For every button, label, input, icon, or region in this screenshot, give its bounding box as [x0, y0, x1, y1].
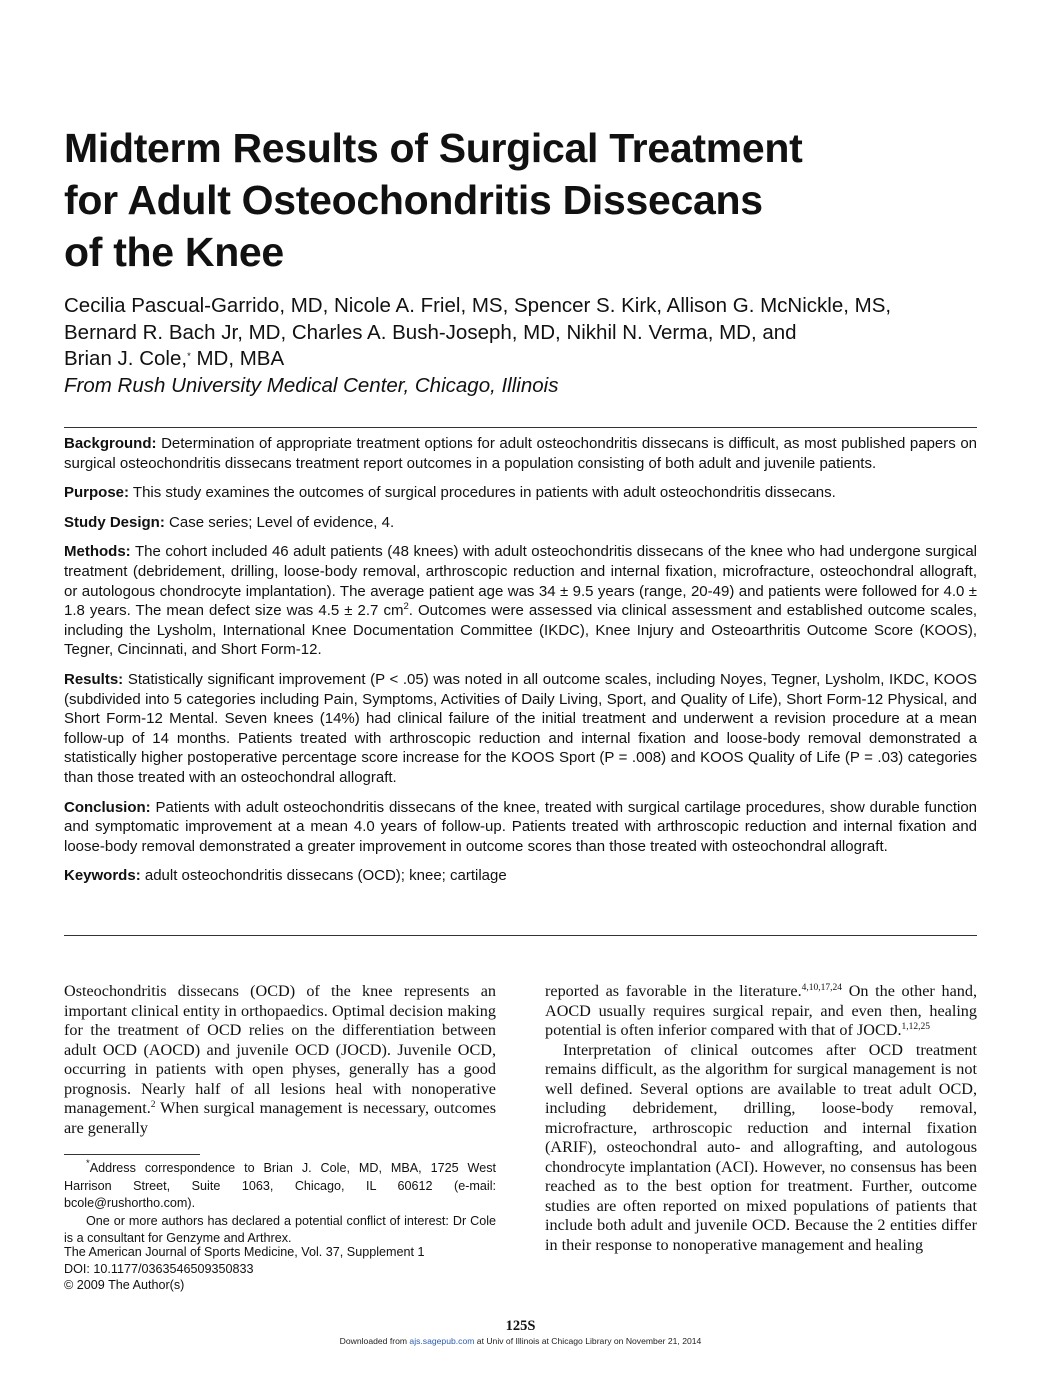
body-column-right: [545, 982, 977, 1255]
abstract-conclusion: Conclusion: Patients with adult osteochondritis dissecans of the knee, treated with surgical cartilage procedures, show durable function and symptomatic improvement at a mean 4.0 years of follow-up. Patients treated with arthroscopic reduction and internal fixation and loose-body removal demonstrated a greater improvement in outcome scores than those treated with osteochondral allograft.: [64, 798, 977, 855]
abstract-study-design: Study Design: Case series; Level of evidence, 4.: [64, 513, 395, 531]
affiliation: From Rush University Medical Center, Chicago, Illinois: [64, 373, 559, 397]
body-column-left: [64, 982, 496, 1138]
section-label: Study Design:: [64, 513, 165, 531]
section-label: Background:: [64, 435, 157, 452]
author-line: Bernard R. Bach Jr, MD, Charles A. Bush-Joseph, MD, Nikhil N. Verma, MD, and: [64, 320, 797, 344]
abstract-methods: Methods: The cohort included 46 adult patients (48 knees) with adult osteochondritis dissecans of the knee who had undergone surgical treatment (debridement, drilling, loose-body removal, arthroscopic reduction and internal fixation, microfracture, osteochondral allograft, or autologous chondrocyte implantation). The average patient age was 34 ± 9.5 years (range, 20-49) and patients were followed for 4.0 ± 1.8 years. The mean defect size was 4.5 ± 2.7 $cm^2$. Outcomes were assessed via clinical assessment and established outcome scales, including the Lysholm, International Knee Documentation Committee (IKDC), Knee Injury and Osteoarthritis Outcome Score (KOOS), Tegner, Cincinnati, and Short Form-12.: [64, 543, 977, 659]
page-number: 125S: [505, 1318, 536, 1334]
download-link[interactable]: ajs.sagepub.com: [409, 1336, 475, 1346]
section-label: Conclusion:: [64, 798, 151, 816]
author-degree: MD, MBA: [190, 347, 285, 370]
abstract-bottom-rule: [64, 935, 977, 936]
title-line: of the Knee: [64, 229, 284, 275]
author-line: [64, 346, 994, 373]
abstract-keywords: Keywords: adult osteochondritis dissecans (OCD); knee; cartilage: [64, 867, 507, 885]
abstract-background: Background: Determination of appropriate treatment options for adult osteochondritis dissecans is difficult, as most published papers on surgical osteochondritis dissecans treatment report outcomes in a population consisting of both adult and juvenile patients.: [64, 435, 978, 472]
body-paragraph: reported as favorable in the literature.$^{4,10,17,24}$ On the other hand, AOCD usually requires surgical repair, and even then, healing potential is often inferior compared with that of JOCD.$^{1,12,25}$: [545, 982, 977, 1039]
journal-citation: The American Journal of Sports Medicine, Vol. 37, Supplement 1: [64, 1245, 425, 1259]
journal-copyright: © 2009 The Author(s): [64, 1278, 185, 1292]
author-block: [64, 293, 994, 399]
author-line: Cecilia Pascual-Garrido, MD, Nicole A. Friel, MS, Spencer S. Kirk, Allison G. McNickle, MS,: [64, 294, 892, 317]
abstract-results: Results: Statistically significant improvement (P < .05) was noted in all outcome scales, including Noyes, Tegner, Lysholm, IKDC, KOOS (subdivided into 5 categories including Pain, Symptoms, Activities of Daily Living, Sport, and Quality of Life), Short Form-12 Physical, and Short Form-12 Mental. Seven knees (14%) had clinical failure of the initial treatment and underwent a revision procedure at a mean follow-up of 14 months. Patients treated with arthroscopic reduction and internal fixation and loose-body removal demonstrated a statistically higher postoperative percentage score increase for the KOOS Sport (P = .008) and KOOS Quality of Life (P = .03) categories than those treated with an osteochondral allograft.: [64, 670, 978, 786]
footnote-conflict: One or more authors has declared a potential conflict of interest: Dr Cole is a consultant for Genzyme and Arthrex.: [64, 1213, 496, 1245]
article-title: [64, 122, 964, 278]
abstract: [64, 434, 977, 896]
citation: 2: [150, 1100, 156, 1110]
section-label: Purpose:: [64, 484, 130, 502]
footnote-mark: *: [86, 1158, 90, 1169]
footnote: [64, 1160, 496, 1248]
author-name: Brian J. Cole,: [64, 347, 188, 370]
abstract-purpose: Purpose: This study examines the outcomes of surgical procedures in patients with adult osteochondritis dissecans.: [64, 484, 836, 502]
citation: 1,12,25: [901, 1022, 930, 1032]
section-label: Keywords:: [64, 867, 141, 885]
section-label: Methods:: [64, 543, 131, 561]
section-label: Results:: [64, 670, 124, 688]
citation: 4,10,17,24: [801, 983, 843, 993]
title-line: Midterm Results of Surgical Treatment: [64, 125, 803, 171]
footnote-rule: [64, 1154, 200, 1155]
footnote-correspondence: *Address correspondence to Brian J. Cole, MD, MBA, 1725 West Harrison Street, Suite 1063, Chicago, IL 60612 (e-mail: bcole@rushortho.com).: [64, 1158, 496, 1210]
journal-info: [64, 1244, 496, 1294]
body-paragraph: Osteochondritis dissecans (OCD) of the knee represents an important clinical entity in orthopaedics. Optimal decision making for the treatment of OCD relies on the differentiation between adult OCD (AOCD) and juvenile OCD (JOCD). Juvenile OCD, occurring in patients with open physes, generally has a good prognosis. Nearly half of all lesions heal with nonoperative management.$^2$ When surgical management is necessary, outcomes are generally: [64, 982, 496, 1137]
body-paragraph: Interpretation of clinical outcomes after OCD treatment remains difficult, as the algorithm for surgical management is not well defined. Several options are available to treat adult OCD, including debridement, drilling, loose-body removal, microfracture, arthroscopic reduction and internal fixation (ARIF), osteochondral auto- and allografting, and autologous chondrocyte implantation (ACI). However, no consensus has been reached as to the best option for treatment. Further, outcome studies are often reported on mixed populations of patients that include both adult and juvenile OCD. Because the 2 entities differ in their response to nonoperative management and healing: [545, 1040, 977, 1254]
correspondence-mark: *: [187, 351, 191, 362]
title-line: for Adult Osteochondritis Dissecans: [64, 177, 763, 223]
download-notice: Downloaded from ajs.sagepub.com at Univ of Illinois at Chicago Library on November 21, 2014: [339, 1336, 702, 1346]
abstract-top-rule: [64, 427, 977, 428]
journal-doi: DOI: 10.1177/0363546509350833: [64, 1261, 254, 1276]
